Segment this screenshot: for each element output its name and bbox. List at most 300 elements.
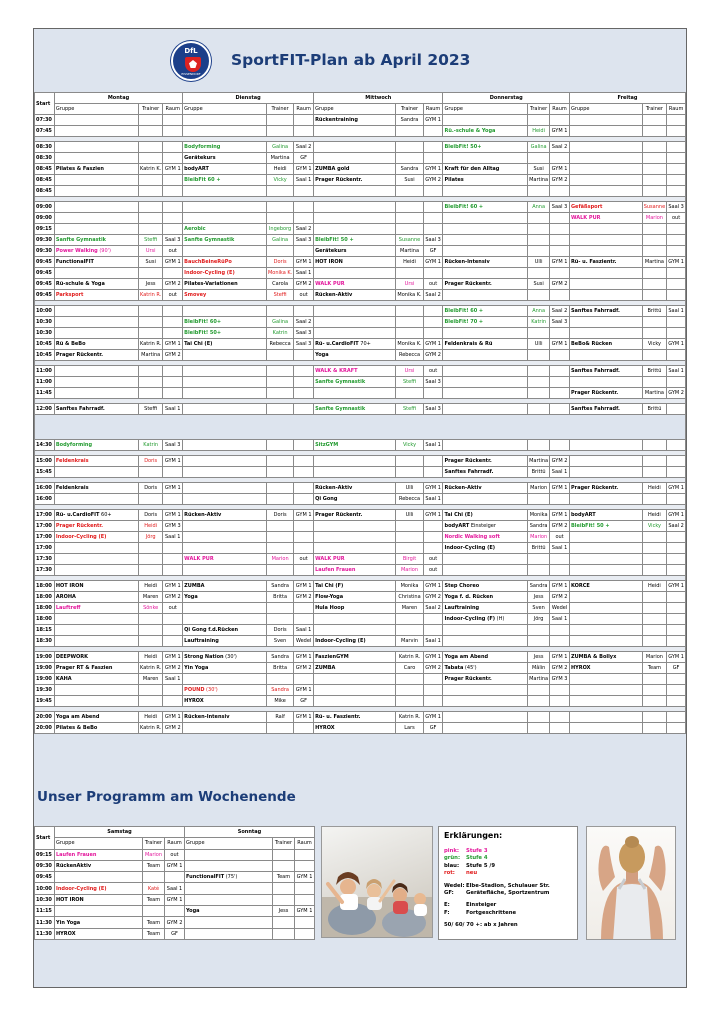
class-name (54, 456, 138, 467)
room-name: Saal 1 (163, 674, 183, 685)
class-name (314, 712, 396, 723)
empty-cell (163, 126, 183, 137)
empty-cell (443, 235, 528, 246)
room-name: Saal 3 (550, 202, 570, 213)
empty-cell (642, 603, 666, 614)
empty-cell (423, 268, 443, 279)
empty-cell (266, 186, 293, 197)
class-title: DEEPWORK (55, 654, 88, 660)
empty-cell (667, 246, 686, 257)
start-header: Start (35, 93, 55, 115)
class-name (183, 328, 267, 339)
header-row-columns (35, 838, 315, 849)
empty-cell (667, 115, 686, 126)
trainer-name: Ralf (266, 712, 293, 723)
legend-box (438, 826, 578, 940)
empty-cell (266, 404, 293, 415)
room-name: GYM 1 (667, 483, 686, 494)
class-name (569, 213, 642, 224)
start-time: 17:00 (35, 532, 55, 543)
empty-cell (667, 712, 686, 723)
empty-cell (550, 723, 570, 734)
empty-cell (569, 224, 642, 235)
empty-cell (266, 388, 293, 399)
class-title: Yin Yoga (184, 665, 209, 671)
class-title: BleibFit 60 + (184, 177, 221, 183)
empty-cell (314, 696, 396, 707)
trainer-name: Doris (266, 510, 293, 521)
empty-cell (294, 603, 314, 614)
empty-cell (396, 328, 423, 339)
table-row (35, 290, 686, 301)
start-time: 12:00 (35, 404, 55, 415)
empty-cell (423, 186, 443, 197)
empty-cell (266, 350, 293, 361)
table-row (35, 532, 686, 543)
trainer-name: Jess (528, 652, 550, 663)
empty-cell (295, 883, 315, 894)
room-name: GYM 1 (667, 339, 686, 350)
empty-cell (667, 467, 686, 478)
room-name: GYM 1 (423, 581, 443, 592)
trainer-name: Marion (266, 554, 293, 565)
empty-cell (273, 894, 295, 905)
start-time: 14:30 (35, 440, 55, 451)
empty-cell (528, 440, 550, 451)
empty-cell (294, 246, 314, 257)
class-name (55, 860, 143, 871)
empty-cell (423, 328, 443, 339)
table-row (35, 268, 686, 279)
class-title: Laufen Frauen (315, 567, 356, 573)
trainer-name: Marion (642, 213, 666, 224)
table-row (35, 592, 686, 603)
trainer-name: Maren (139, 592, 163, 603)
class-title: BleibFit! 60 + (444, 308, 484, 314)
empty-cell (139, 202, 163, 213)
room-name: GF (423, 246, 443, 257)
empty-cell (396, 521, 423, 532)
class-name (443, 317, 528, 328)
table-row (35, 213, 686, 224)
room-name: Saal 1 (550, 543, 570, 554)
class-title: Rü- u.CardioFIT (55, 512, 100, 518)
empty-cell (294, 494, 314, 505)
empty-cell (569, 235, 642, 246)
empty-cell (294, 440, 314, 451)
class-name (183, 592, 267, 603)
empty-cell (314, 213, 396, 224)
trainer-name: Katrin (139, 440, 163, 451)
trainer-name: Steffi (396, 377, 423, 388)
room-name: GYM 1 (163, 339, 183, 350)
empty-cell (266, 614, 293, 625)
start-time: 20:00 (35, 712, 55, 723)
trainer-name: Katrin R. (139, 290, 163, 301)
room-name: Saal 2 (423, 290, 443, 301)
room-col-header: Raum (550, 104, 570, 115)
empty-cell (550, 246, 570, 257)
class-name (314, 565, 396, 576)
empty-cell (183, 186, 267, 197)
trainer-name: Martina (528, 175, 550, 186)
empty-cell (54, 696, 138, 707)
empty-cell (266, 543, 293, 554)
class-title: HYROX (570, 665, 591, 671)
class-name (443, 521, 528, 532)
class-name (443, 456, 528, 467)
empty-cell (528, 153, 550, 164)
room-name: Saal 2 (294, 317, 314, 328)
class-title: Tabata (444, 665, 464, 671)
empty-cell (294, 483, 314, 494)
empty-cell (183, 366, 267, 377)
weekend-title: Unser Programm am Wochenende (37, 789, 296, 805)
trainer-name: Doris (266, 257, 293, 268)
class-name (443, 652, 528, 663)
empty-cell (266, 440, 293, 451)
empty-cell (314, 126, 396, 137)
table-row (35, 483, 686, 494)
empty-cell (528, 328, 550, 339)
trainer-name: Martina (642, 388, 666, 399)
class-title: Prager RT & Faszien (55, 665, 113, 671)
empty-cell (667, 592, 686, 603)
empty-cell (550, 153, 570, 164)
empty-cell (550, 404, 570, 415)
class-title: SitzGYM (315, 442, 339, 448)
empty-cell (294, 213, 314, 224)
room-name: GYM 2 (165, 917, 185, 928)
empty-cell (667, 186, 686, 197)
day-header: Samstag (55, 827, 185, 838)
page-title: SportFIT-Plan ab April 2023 (231, 51, 471, 69)
room-name: GYM 2 (163, 663, 183, 674)
class-name (185, 872, 273, 883)
empty-cell (642, 186, 666, 197)
class-title: Sanftes Fahrradf. (570, 308, 620, 314)
legend-key: grün: (444, 855, 461, 862)
start-time: 09:45 (35, 290, 55, 301)
empty-cell (569, 565, 642, 576)
trainer-name: Anna (528, 202, 550, 213)
class-title: BleibFit! 60 + (444, 204, 484, 210)
table-row (35, 543, 686, 554)
empty-cell (569, 723, 642, 734)
room-name: out (423, 279, 443, 290)
empty-cell (266, 467, 293, 478)
empty-cell (183, 723, 267, 734)
class-title: Sanfte Gymnastik (315, 406, 366, 412)
trainer-name: Jörg (528, 614, 550, 625)
trainer-name: Maren (396, 603, 423, 614)
trainer-name: Katrin K. (139, 164, 163, 175)
empty-cell (139, 175, 163, 186)
start-time: 19:30 (35, 685, 55, 696)
trainer-name: Jess (528, 592, 550, 603)
class-name (183, 696, 267, 707)
empty-cell (54, 115, 138, 126)
trainer-name: Heidi (396, 257, 423, 268)
table-row (35, 636, 686, 647)
room-name: Saal 1 (294, 175, 314, 186)
class-note: (30') (204, 687, 218, 693)
empty-cell (642, 625, 666, 636)
empty-cell (528, 235, 550, 246)
start-time: 19:00 (35, 652, 55, 663)
room-col-header: Raum (295, 838, 315, 849)
trainer-name: Maren (139, 674, 163, 685)
empty-cell (667, 723, 686, 734)
trainer-name: Lars (396, 723, 423, 734)
schedule-sheet (33, 28, 687, 988)
class-name (443, 543, 528, 554)
empty-cell (667, 126, 686, 137)
empty-cell (273, 917, 295, 928)
empty-cell (139, 377, 163, 388)
start-time: 17:00 (35, 521, 55, 532)
class-title: Indoor-Cycling (E) (444, 545, 496, 551)
class-name (54, 235, 138, 246)
class-name (314, 603, 396, 614)
room-name: GYM 2 (163, 592, 183, 603)
empty-cell (139, 153, 163, 164)
empty-cell (183, 388, 267, 399)
empty-cell (139, 494, 163, 505)
empty-cell (266, 246, 293, 257)
empty-cell (569, 696, 642, 707)
empty-cell (443, 440, 528, 451)
empty-cell (569, 467, 642, 478)
empty-cell (295, 894, 315, 905)
room-name: Saal 3 (294, 339, 314, 350)
trainer-name: Jörg (139, 532, 163, 543)
class-title: Step Choreo (444, 583, 480, 589)
empty-cell (314, 674, 396, 685)
empty-cell (443, 636, 528, 647)
start-time: 20:00 (35, 723, 55, 734)
trainer-name: Heidi (139, 521, 163, 532)
empty-cell (528, 712, 550, 723)
empty-cell (642, 554, 666, 565)
empty-cell (443, 723, 528, 734)
start-time: 15:45 (35, 467, 55, 478)
class-name (55, 849, 143, 860)
empty-cell (273, 860, 295, 871)
empty-cell (54, 366, 138, 377)
empty-cell (163, 565, 183, 576)
class-name (183, 510, 267, 521)
class-name (443, 510, 528, 521)
empty-cell (294, 543, 314, 554)
empty-cell (443, 213, 528, 224)
class-name (54, 339, 138, 350)
class-name (443, 257, 528, 268)
class-name (54, 532, 138, 543)
class-name (54, 279, 138, 290)
empty-cell (443, 328, 528, 339)
empty-cell (667, 164, 686, 175)
legend-value: Stufe 4 (466, 855, 488, 862)
room-name: GYM 1 (550, 126, 570, 137)
class-name (54, 257, 138, 268)
table-row (35, 246, 686, 257)
trainer-name: Marion (528, 532, 550, 543)
room-name: GYM 2 (423, 175, 443, 186)
room-name: GYM 2 (423, 350, 443, 361)
empty-cell (55, 906, 143, 917)
trainer-name: Heidi (139, 581, 163, 592)
room-name: Saal 1 (294, 625, 314, 636)
empty-cell (443, 685, 528, 696)
trainer-name: Katrin R. (396, 712, 423, 723)
empty-cell (314, 142, 396, 153)
class-name (54, 510, 138, 521)
room-name: out (423, 565, 443, 576)
empty-cell (642, 268, 666, 279)
empty-cell (314, 543, 396, 554)
empty-cell (550, 625, 570, 636)
class-name (314, 440, 396, 451)
class-title: Yoga am Abend (444, 654, 489, 660)
table-row (35, 917, 315, 928)
start-time: 08:45 (35, 164, 55, 175)
trainer-name: Galina (266, 235, 293, 246)
empty-cell (163, 186, 183, 197)
empty-cell (54, 328, 138, 339)
empty-cell (314, 202, 396, 213)
class-name (569, 257, 642, 268)
start-time: 17:00 (35, 510, 55, 521)
empty-cell (569, 377, 642, 388)
legend-value: Gerätefläche, Sportzentrum (466, 889, 550, 896)
empty-cell (54, 388, 138, 399)
empty-cell (569, 164, 642, 175)
empty-cell (163, 377, 183, 388)
table-row (35, 872, 315, 883)
class-name (314, 339, 396, 350)
empty-cell (550, 554, 570, 565)
class-title: Prager Rückentr. (55, 352, 104, 358)
table-row (35, 328, 686, 339)
class-name (443, 142, 528, 153)
room-name: GYM 1 (163, 456, 183, 467)
spacer-row (35, 415, 686, 440)
class-name (569, 404, 642, 415)
empty-cell (667, 625, 686, 636)
empty-cell (183, 614, 267, 625)
empty-cell (667, 224, 686, 235)
legend-key: Wedel: (444, 882, 465, 889)
empty-cell (396, 685, 423, 696)
empty-cell (443, 290, 528, 301)
table-row (35, 625, 686, 636)
empty-cell (314, 328, 396, 339)
class-name (314, 290, 396, 301)
room-name: GYM 2 (550, 456, 570, 467)
empty-cell (443, 153, 528, 164)
trainer-name: Galina (266, 142, 293, 153)
empty-cell (528, 565, 550, 576)
trainer-name: Sandra (266, 685, 293, 696)
table-row (35, 388, 686, 399)
trainer-name: Ulli (528, 257, 550, 268)
empty-cell (185, 883, 273, 894)
class-name (569, 663, 642, 674)
empty-cell (443, 377, 528, 388)
room-name: GYM 1 (165, 894, 185, 905)
room-name: GYM 3 (163, 521, 183, 532)
empty-cell (423, 142, 443, 153)
class-name (314, 663, 396, 674)
class-name (183, 164, 267, 175)
empty-cell (569, 115, 642, 126)
empty-cell (183, 246, 267, 257)
room-name: GYM 1 (423, 510, 443, 521)
empty-cell (266, 202, 293, 213)
empty-cell (54, 625, 138, 636)
class-name (54, 723, 138, 734)
class-name (314, 554, 396, 565)
empty-cell (139, 543, 163, 554)
trainer-col-header: Trainer (642, 104, 666, 115)
empty-cell (165, 906, 185, 917)
class-title: Rücken-Aktiv (444, 485, 482, 491)
class-title: Pilates (444, 177, 464, 183)
empty-cell (550, 290, 570, 301)
class-title: Bodyforming (55, 442, 93, 448)
empty-cell (295, 849, 315, 860)
class-name (54, 521, 138, 532)
start-time: 18:00 (35, 603, 55, 614)
empty-cell (667, 317, 686, 328)
empty-cell (443, 404, 528, 415)
class-title: Laufen Frauen (56, 851, 97, 858)
empty-cell (550, 696, 570, 707)
class-title: Gerätekurs (184, 155, 216, 161)
room-name: GF (294, 696, 314, 707)
empty-cell (642, 636, 666, 647)
empty-cell (294, 404, 314, 415)
trainer-name: Katé (143, 883, 165, 894)
class-title: BleibFit! 50+ (444, 144, 482, 150)
empty-cell (528, 213, 550, 224)
class-name (443, 306, 528, 317)
table-row (35, 494, 686, 505)
room-name: GYM 1 (294, 712, 314, 723)
empty-cell (163, 317, 183, 328)
room-name: out (163, 290, 183, 301)
room-name: Saal 3 (423, 404, 443, 415)
class-name (569, 510, 642, 521)
start-time: 09:15 (35, 849, 55, 860)
empty-cell (642, 224, 666, 235)
empty-cell (266, 483, 293, 494)
trainer-col-header: Trainer (139, 104, 163, 115)
trainer-name: Ulli (396, 510, 423, 521)
room-name: GF (667, 663, 686, 674)
room-name: GYM 1 (423, 483, 443, 494)
empty-cell (266, 377, 293, 388)
room-name: GYM 1 (294, 581, 314, 592)
group-col-header: Gruppe (55, 838, 143, 849)
trainer-name: Heidi (266, 164, 293, 175)
empty-cell (273, 883, 295, 894)
trainer-name: Martina (528, 456, 550, 467)
empty-cell (667, 685, 686, 696)
trainer-name: Mâlin (528, 663, 550, 674)
class-name (183, 339, 267, 350)
